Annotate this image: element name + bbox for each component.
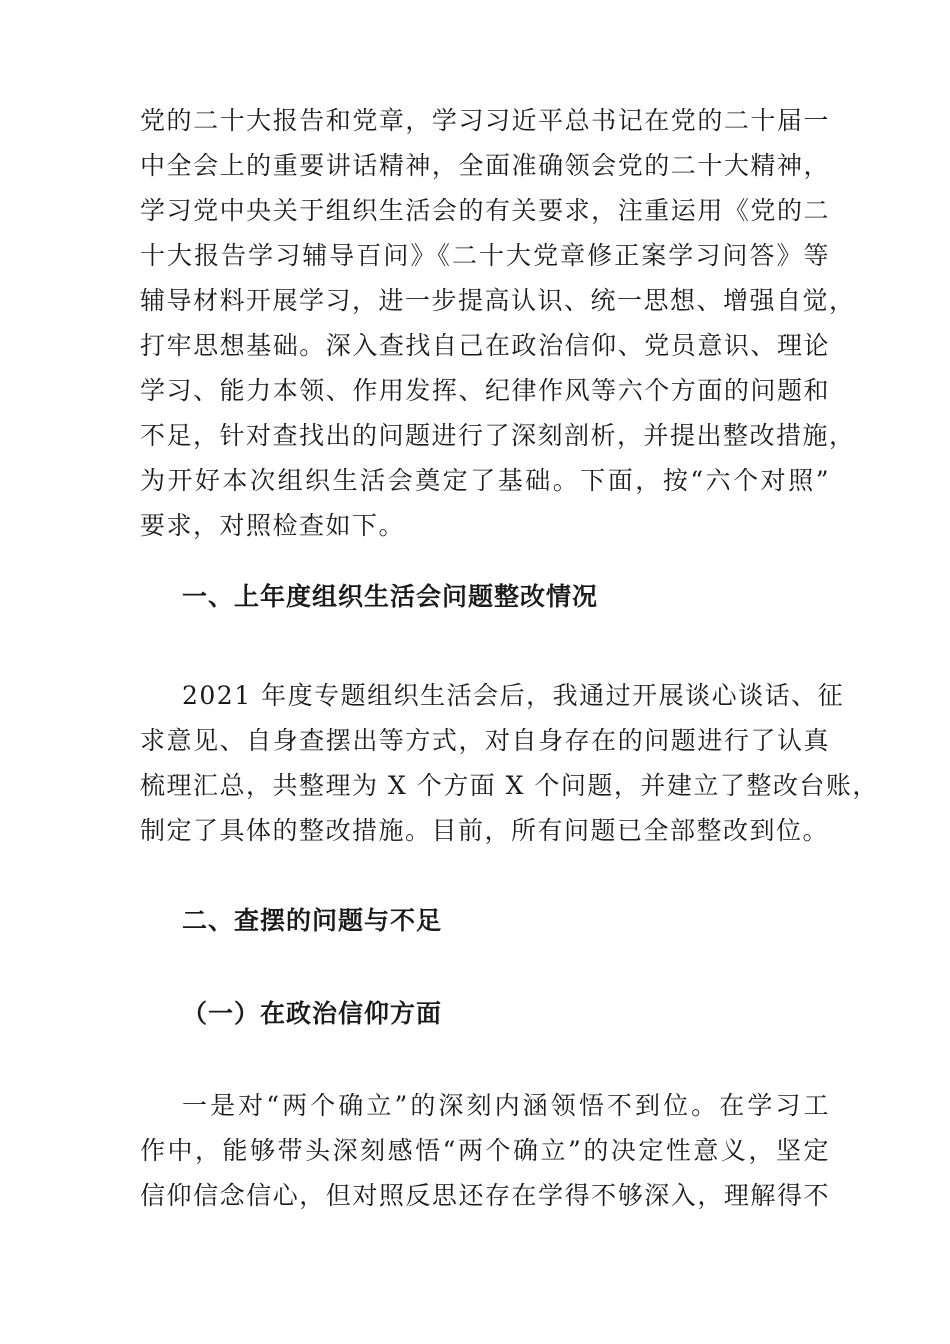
paragraph-line: 为开好本次组织生活会奠定了基础。下面，按“六个对照” bbox=[140, 466, 830, 495]
paragraph-line: 辅导材料开展学习，进一步提高认识、统一思想、增强自觉， bbox=[140, 286, 856, 315]
paragraph-line: 学习、能力本领、作用发挥、纪律作风等六个方面的问题和 bbox=[140, 376, 830, 405]
paragraph-line: 要求，对照检查如下。 bbox=[140, 511, 406, 540]
paragraph-line: 制定了具体的整改措施。目前，所有问题已全部整改到位。 bbox=[140, 816, 830, 845]
paragraph-line: 党的二十大报告和党章，学习习近平总书记在党的二十届一 bbox=[140, 106, 830, 135]
paragraph-line: 学习党中央关于组织生活会的有关要求，注重运用《党的二 bbox=[140, 196, 830, 225]
subsection-heading: （一）在政治信仰方面 bbox=[182, 999, 443, 1028]
paragraph-line: 2021 年度专题组织生活会后，我通过开展谈心谈话、征 bbox=[182, 681, 845, 710]
paragraph-line: 求意见、自身查摆出等方式，对自身存在的问题进行了认真 bbox=[140, 726, 830, 755]
paragraph-line: 不足，针对查找出的问题进行了深刻剖析，并提出整改措施， bbox=[140, 421, 856, 450]
paragraph-line: 打牢思想基础。深入查找自己在政治信仰、党员意识、理论 bbox=[140, 331, 830, 360]
paragraph-line: 一是对“两个确立”的深刻内涵领悟不到位。在学习工 bbox=[182, 1091, 830, 1120]
paragraph-line: 信仰信念信心，但对照反思还存在学得不够深入，理解得不 bbox=[140, 1181, 830, 1210]
section-heading-1: 一、上年度组织生活会问题整改情况 bbox=[182, 582, 599, 611]
paragraph-line: 梳理汇总，共整理为 X 个方面 X 个问题，并建立了整改台账， bbox=[140, 771, 879, 800]
paragraph-line: 作中，能够带头深刻感悟“两个确立”的决定性意义，坚定 bbox=[140, 1136, 830, 1165]
paragraph-line: 中全会上的重要讲话精神，全面准确领会党的二十大精神， bbox=[140, 151, 830, 180]
section-heading-2: 二、查摆的问题与不足 bbox=[182, 906, 443, 935]
paragraph-line: 十大报告学习辅导百问》《二十大党章修正案学习问答》等 bbox=[140, 241, 830, 270]
